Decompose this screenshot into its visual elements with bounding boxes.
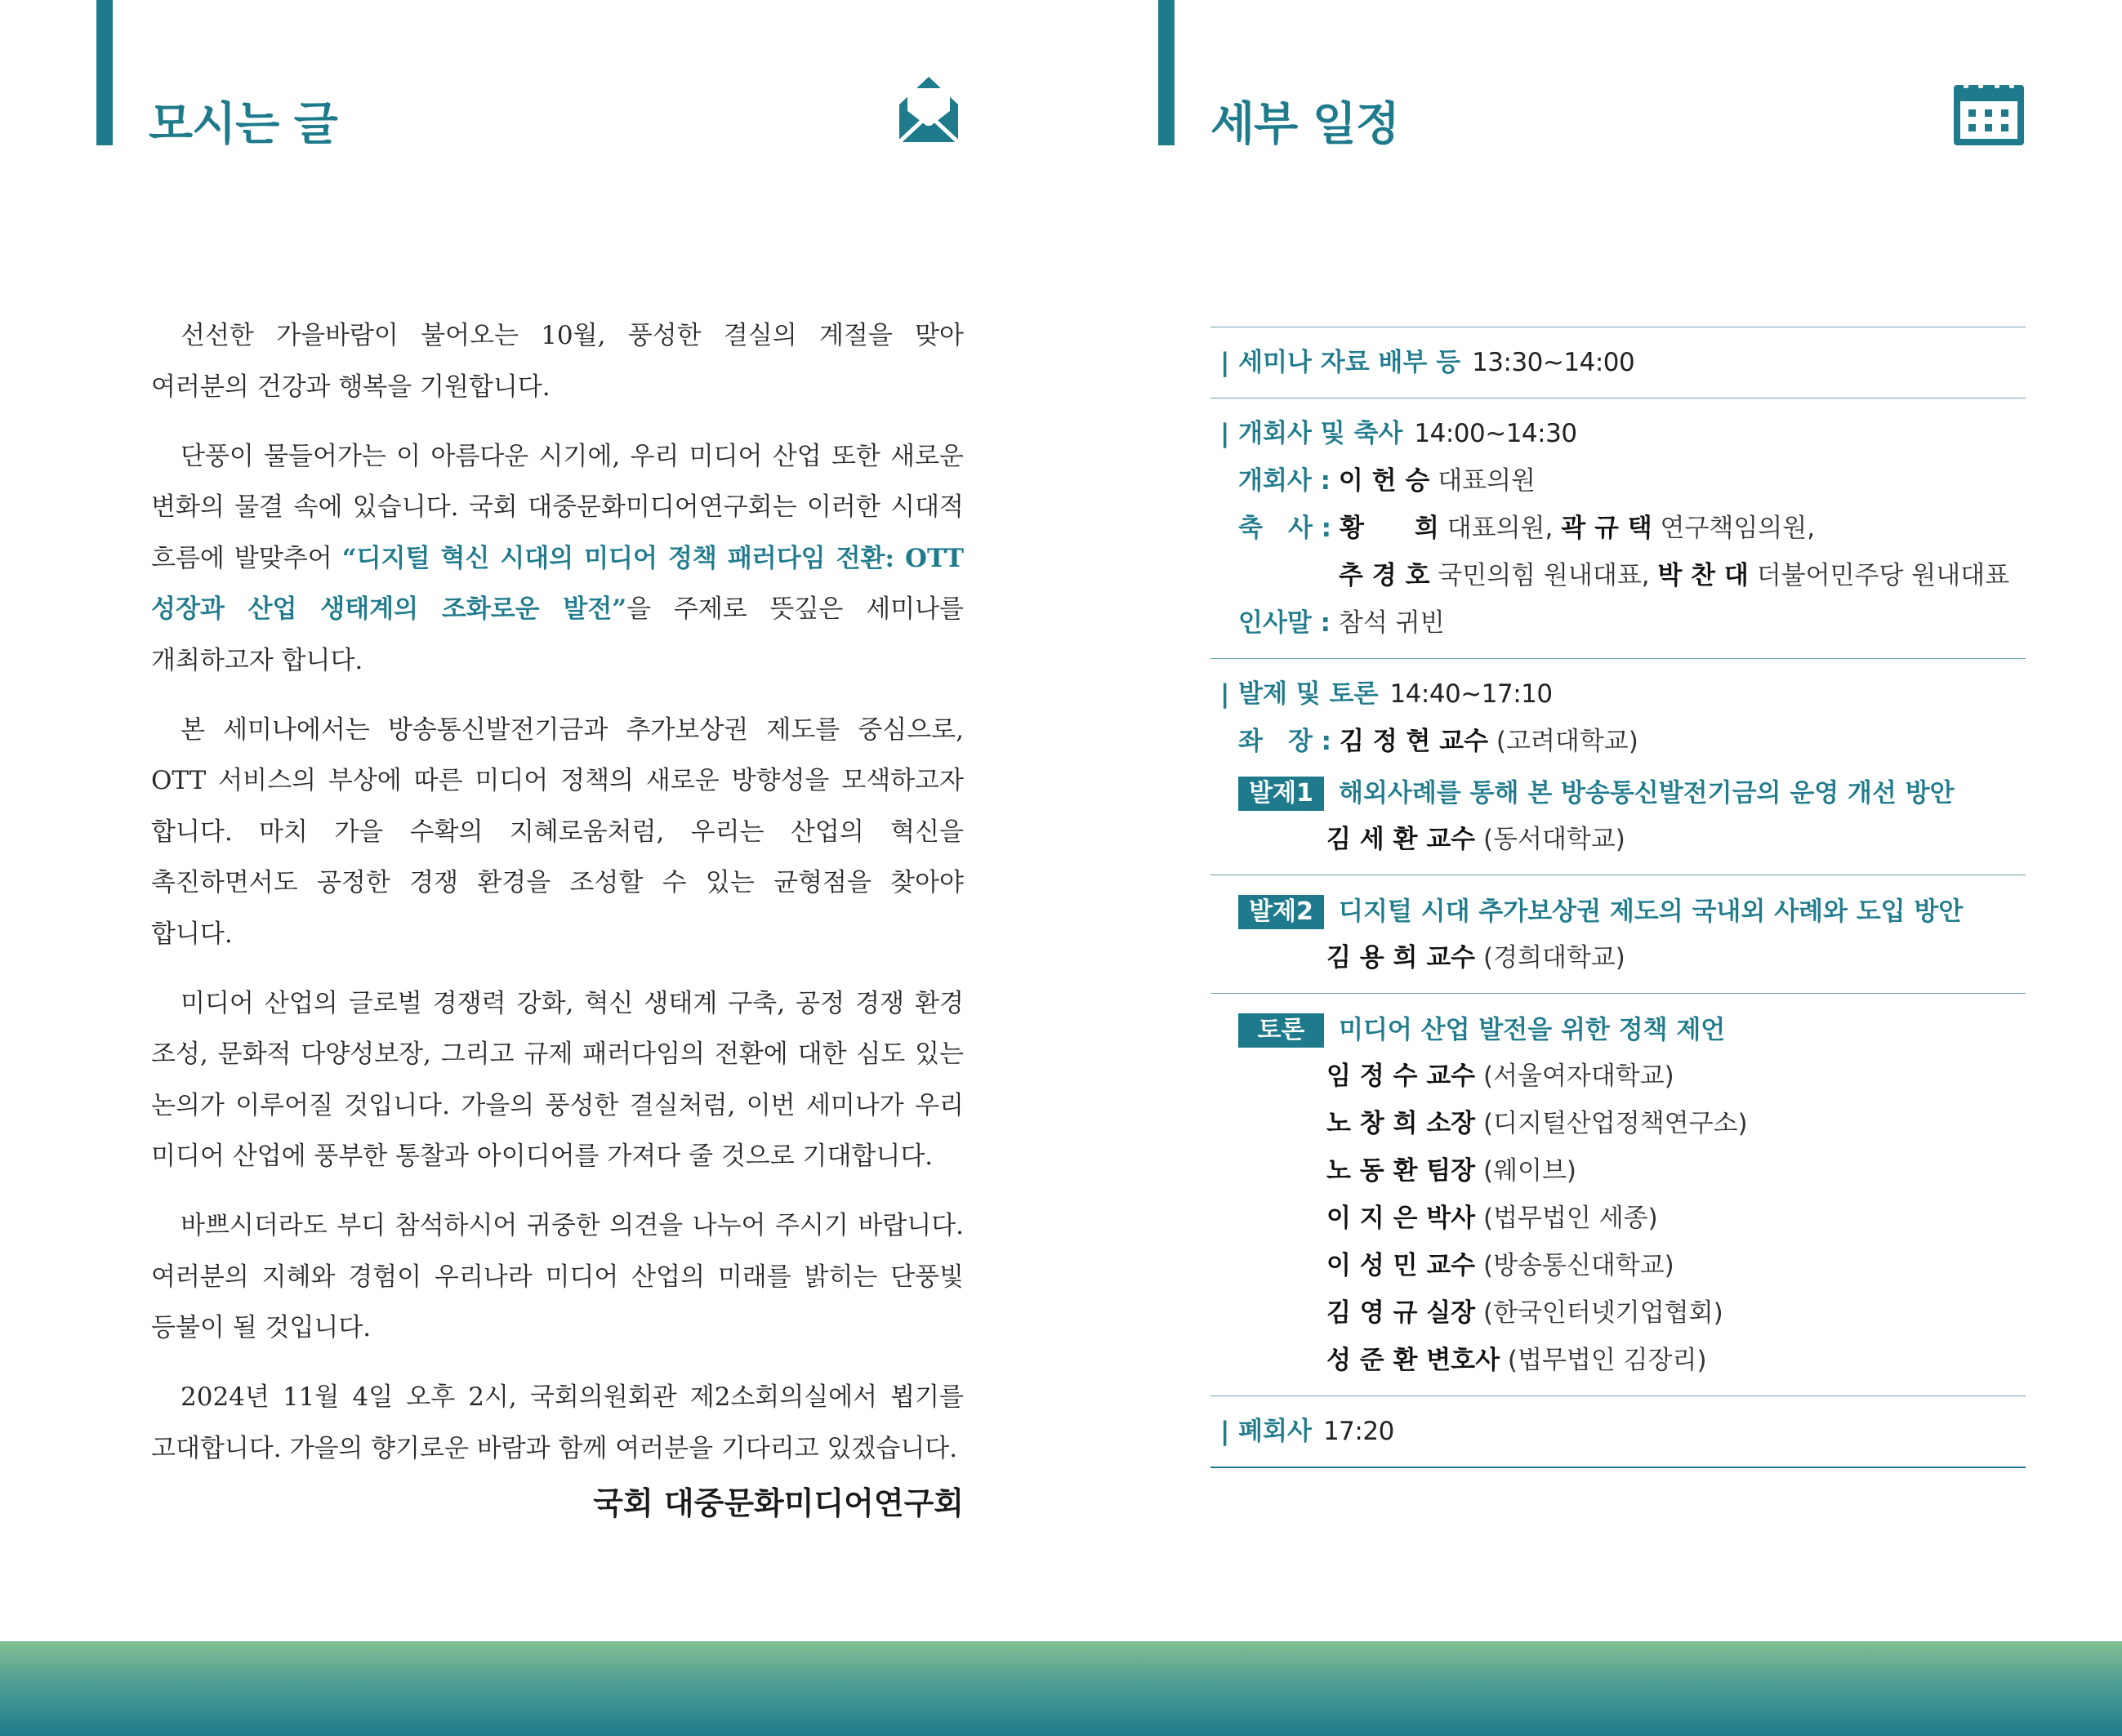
discussant: 이 지 은 박사 (법무법인 세종) [1326,1204,1658,1233]
discussant: 노 동 환 팀장 (웨이브) [1326,1156,1576,1186]
letter-paragraph-2: 단풍이 물들어가는 이 아름다운 시기에, 우리 미디어 산업 또한 새로운 변화의 물결 속에 있습니다. 국회 대중문화미디어연구회는 이러한 시대적 흐름에 발맞추어 “디지털 혁신 시대의 미디어 정책 패러다임 전환: OTT 성장과 산업 생태계의 조화로운 발전”을 주제로 뜻깊은 세미나를 개최하고자 합니다. [151,441,964,675]
congratulatory-row-2: 추 경 호 국민의힘 원내대표, 박 찬 대 더불어민주당 원내대표 [1339,561,2010,590]
signature: 국회 대중문화미디어연구회 [593,1485,964,1521]
schedule-item-opening: | 개회사 및 축사 14:00~14:30 개회사 : 이 헌 승 대표의원 축 사 : 황 희 대표의원, 곽 규 택 연구책임의원, 추 경 호 국민의힘 원내대표, 박 찬 대 더불어민주당 원내대표 인사말 : 참석 귀빈 [1210,398,2026,658]
greeting-row: 인사말 : 참석 귀빈 [1238,608,1445,638]
discussant: 성 준 환 변호사 (법무법인 김장리) [1326,1346,1707,1375]
presentation-1-tag: 발제1 [1238,777,1324,811]
letter-paragraph-3: 본 세미나에서는 방송통신발전기금과 추가보상권 제도를 중심으로, OTT 서비스의 부상에 따른 미디어 정책의 새로운 방향성을 모색하고자 합니다. 마치 가을 수확의 지혜로움처럼, 우리는 산업의 혁신을 촉진하면서도 공정한 경쟁 환경을 조성할 수 있는 균형점을 찾아야 합니다. [151,714,964,949]
right-section-title: 세부 일정 [1210,98,1399,151]
presentation-2-speaker: 김 용 희 교수 (경희대학교) [1326,943,1625,973]
letter-paragraph-1: 선선한 가을바람이 불어오는 10월, 풍성한 결실의 계절을 맞아 여러분의 건강과 행복을 기원합니다. [151,321,964,402]
left-section-title: 모시는 글 [149,98,337,151]
presentation-1-speaker: 김 세 환 교수 (동서대학교) [1326,825,1625,854]
discussion-topic: 토론 미디어 산업 발전을 위한 정책 제언 [1220,1005,2026,1053]
congratulatory-row-1: 축 사 : 황 희 대표의원, 곽 규 택 연구책임의원, [1238,514,1816,543]
presentation-1-topic: 발제1 해외사례를 통해 본 방송통신발전기금의 운영 개선 방안 [1220,768,2026,816]
letter-paragraph-4: 미디어 산업의 글로벌 경쟁력 강화, 혁신 생태계 구축, 공정 경쟁 환경 조성, 문화적 다양성보장, 그리고 규제 패러다임의 전환에 대한 심도 있는 논의가 이루어질 것입니다. 가을의 풍성한 결실처럼, 이번 세미나가 우리 미디어 산업에 풍부한 통찰과 아이디어를 가져다 줄 것으로 기대합니다. [151,988,964,1171]
calendar-icon [1952,73,2026,150]
invitation-letter [151,310,964,1493]
right-section-bar [1158,0,1175,145]
schedule-item-material: | 세미나 자료 배부 등 13:30~14:00 [1220,348,1635,377]
discussion-tag: 토론 [1238,1013,1324,1048]
letter-paragraph-5: 바쁘시더라도 부디 참석하시어 귀중한 의견을 나누어 주시기 바랍니다. 여러분의 지혜와 경험이 우리나라 미디어 산업의 미래를 밝히는 단풍빛 등불이 될 것입니다. [151,1211,964,1342]
seminar-theme: “디지털 혁신 시대의 미디어 정책 패러다임 전환: OTT 성장과 산업 생태계의 조화로운 발전” [151,543,964,624]
schedule [1210,327,2026,1468]
envelope-icon [893,72,965,150]
discussant: 김 영 규 실장 (한국인터넷기업협회) [1326,1298,1723,1328]
chair-row: 좌 장 : 김 정 현 교수 (고려대학교) [1238,727,1638,756]
presentation-2-topic: 발제2 디지털 시대 추가보상권 제도의 국내외 사례와 도입 방안 [1220,887,2026,934]
schedule-item-presentations: | 발제 및 토론 14:40~17:10 좌 장 : 김 정 현 교수 (고려대학교) 발제1 해외사례를 통해 본 방송통신발전기금의 운영 개선 방안 김 세 환 교수 (동서대학교) [1210,659,2026,875]
presentation-2 [1210,875,2026,993]
presentation-2-tag: 발제2 [1238,895,1324,929]
left-section-bar [96,0,113,145]
discussion [1210,994,2026,1395]
opening-speech-row: 개회사 : 이 헌 승 대표의원 [1238,466,1536,496]
discussant: 노 창 희 소장 (디지털산업정책연구소) [1326,1109,1748,1138]
schedule-item-closing: | 폐회사 17:20 [1220,1417,1394,1446]
footer-gradient-band [0,1641,2122,1736]
discussant: 이 성 민 교수 (방송통신대학교) [1326,1251,1674,1280]
discussant: 임 정 수 교수 (서울여자대학교) [1326,1062,1674,1091]
letter-paragraph-6: 2024년 11월 4일 오후 2시, 국회의원회관 제2소회의실에서 뵙기를 고대합니다. 가을의 향기로운 바람과 함께 여러분을 기다리고 있겠습니다. [151,1382,964,1463]
